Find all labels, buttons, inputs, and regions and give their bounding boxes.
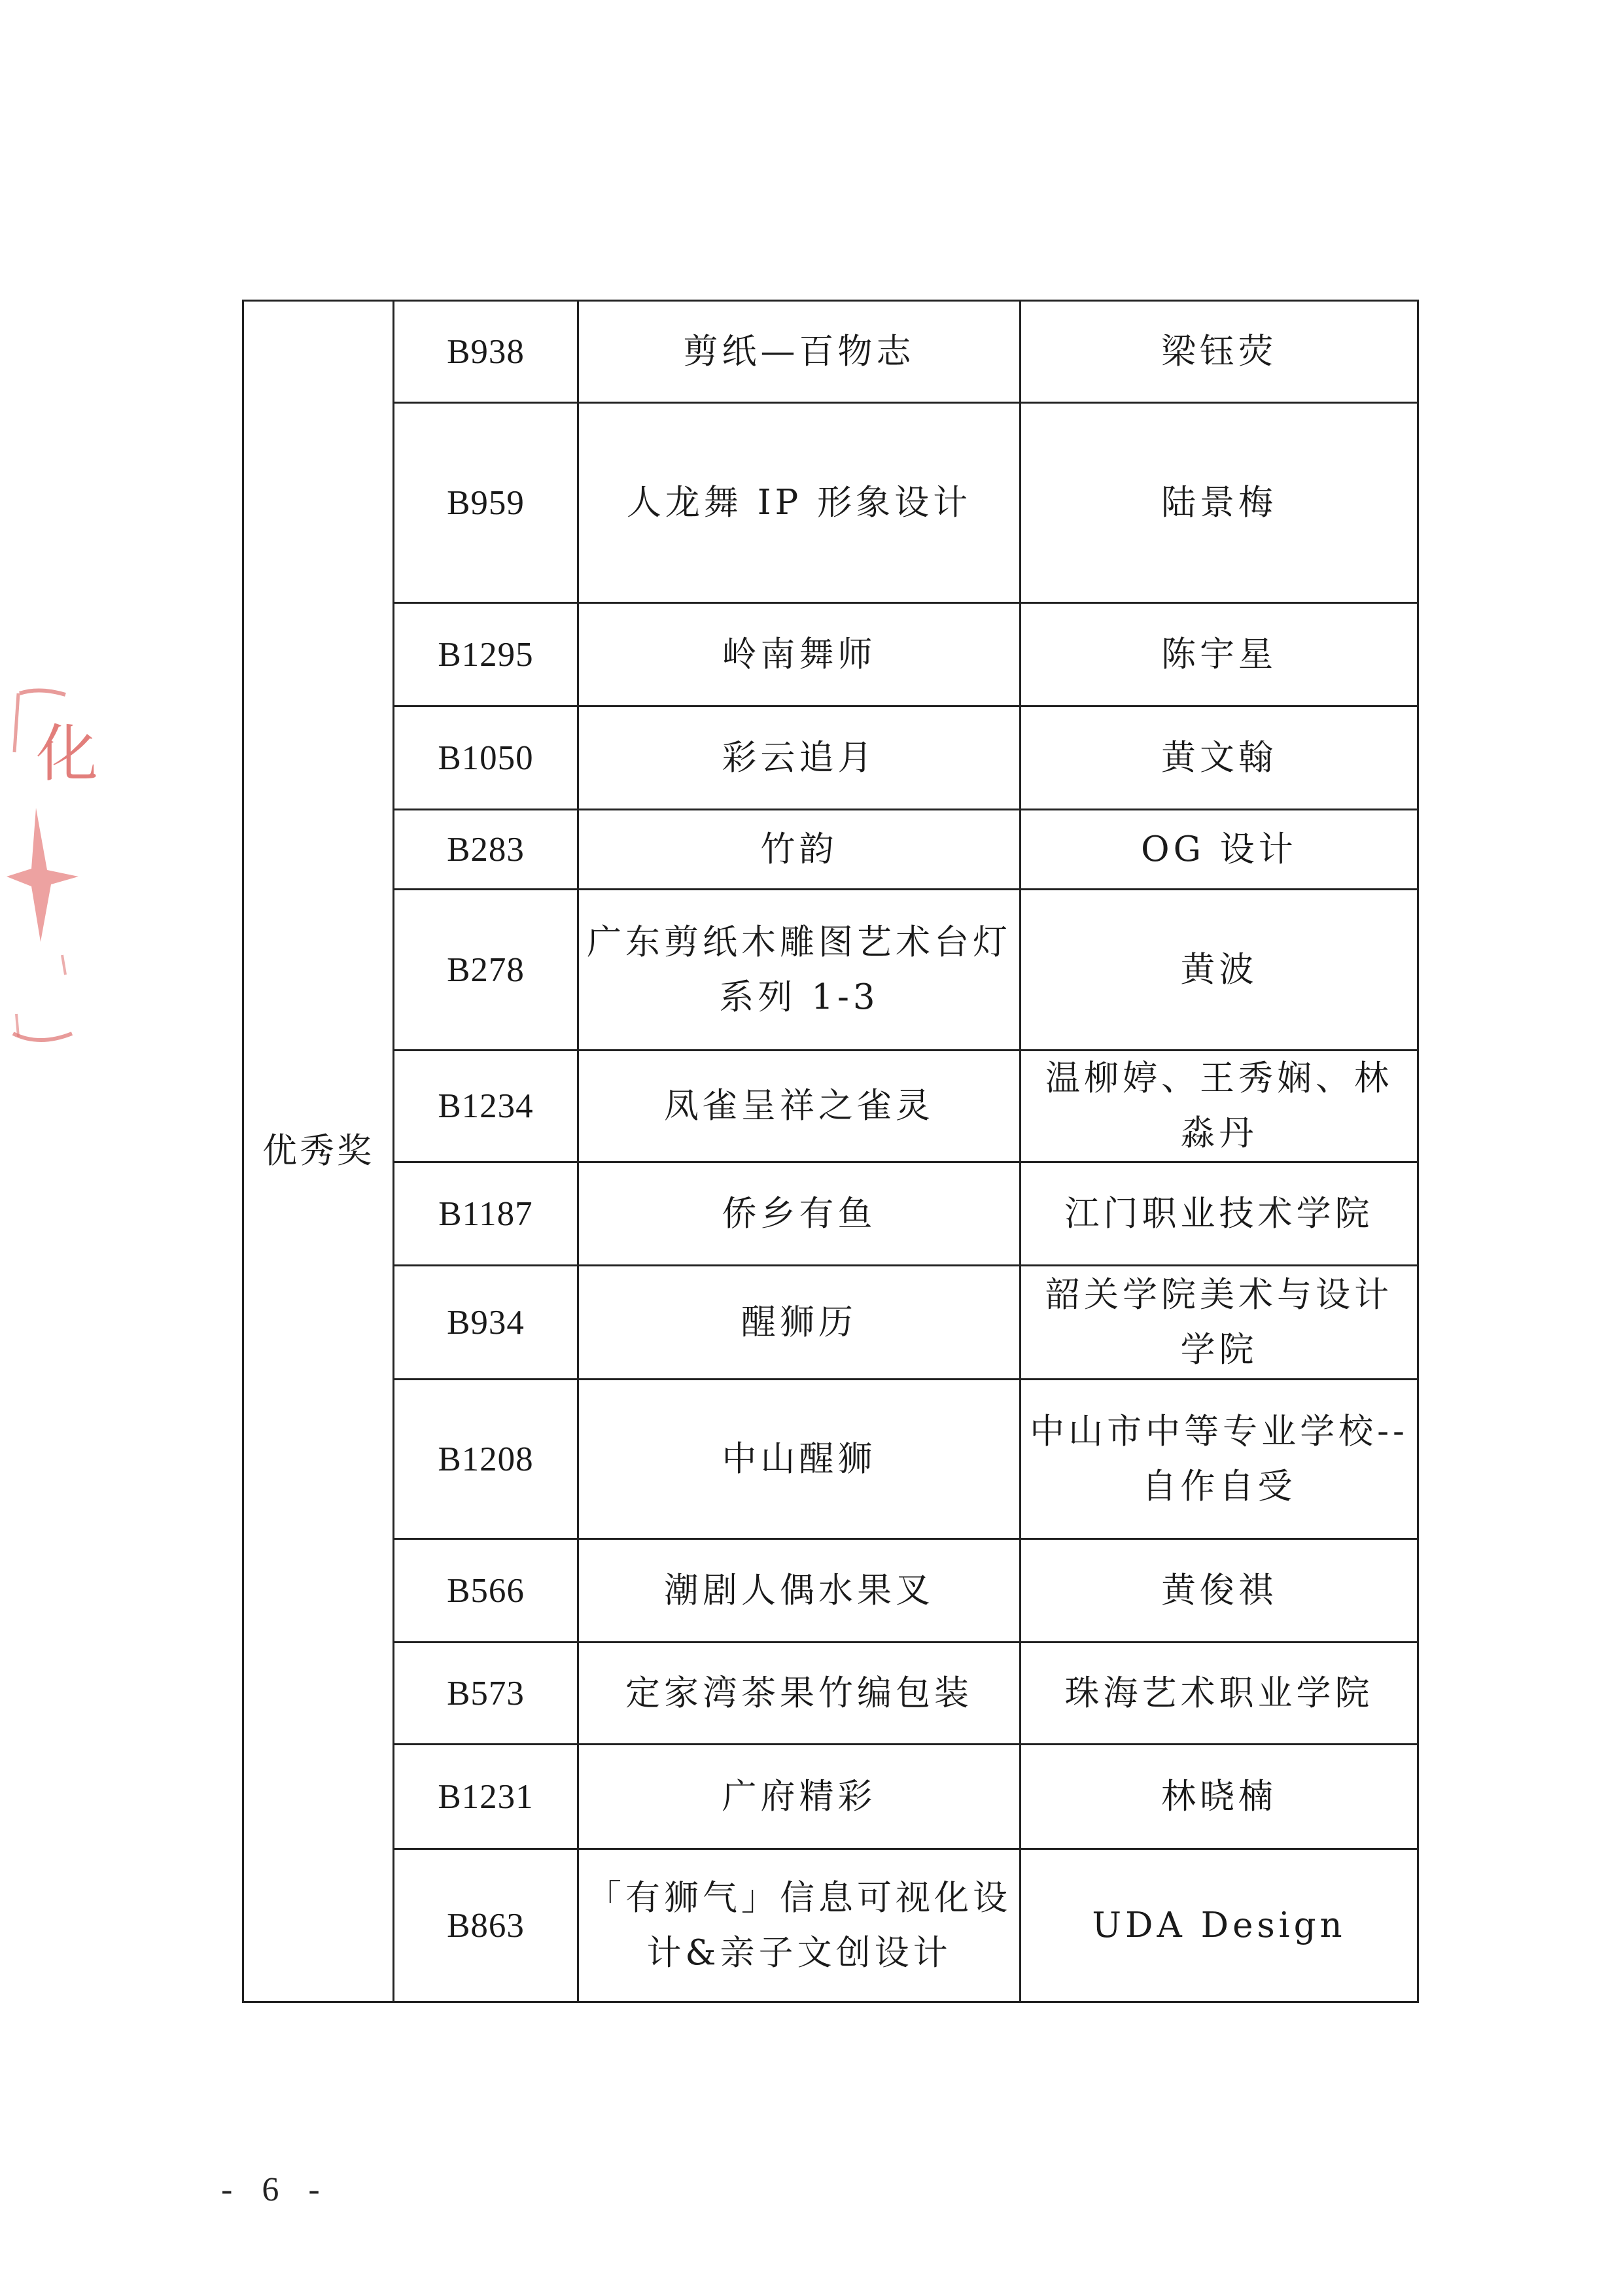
entry-author: UDA Design [1021, 1849, 1418, 2002]
table-row [243, 301, 1418, 403]
table-row [243, 1745, 1418, 1849]
entry-title: 广府精彩 [578, 1745, 1021, 1849]
entry-author: 江门职业技术学院 [1021, 1162, 1418, 1266]
entry-title: 剪纸—百物志 [578, 301, 1021, 403]
table-row [243, 1643, 1418, 1745]
table-row [243, 1380, 1418, 1539]
entry-author: 陆景梅 [1021, 403, 1418, 603]
table-row [243, 603, 1418, 706]
entry-title: 凤雀呈祥之雀灵 [578, 1051, 1021, 1162]
entry-code: B1050 [394, 706, 578, 810]
entry-author: 中山市中等专业学校--自作自受 [1021, 1380, 1418, 1539]
entry-code: B1295 [394, 603, 578, 706]
awards-table [242, 300, 1419, 2003]
entry-code: B278 [394, 890, 578, 1051]
entry-code: B1187 [394, 1162, 578, 1266]
entry-code: B283 [394, 810, 578, 890]
svg-text:化: 化 [36, 718, 98, 790]
table-row [243, 1849, 1418, 2002]
table-row [243, 1051, 1418, 1162]
entry-code: B1231 [394, 1745, 578, 1849]
entry-code: B863 [394, 1849, 578, 2002]
entry-title: 潮剧人偶水果叉 [578, 1539, 1021, 1643]
page-number: - 6 - [221, 2171, 330, 2208]
entry-title: 彩云追月 [578, 706, 1021, 810]
red-seal-stamp-fragment [0, 680, 98, 1060]
table-row [243, 706, 1418, 810]
entry-code: B573 [394, 1643, 578, 1745]
entry-title: 广东剪纸木雕图艺术台灯系列 1-3 [578, 890, 1021, 1051]
entry-author: 珠海艺术职业学院 [1021, 1643, 1418, 1745]
entry-code: B1234 [394, 1051, 578, 1162]
entry-author: 韶关学院美术与设计学院 [1021, 1266, 1418, 1380]
entry-title: 定家湾茶果竹编包装 [578, 1643, 1021, 1745]
entry-title: 「有狮气」信息可视化设计&亲子文创设计 [578, 1849, 1021, 2002]
table-row [243, 1539, 1418, 1643]
table-row [243, 890, 1418, 1051]
entry-author: 黄文翰 [1021, 706, 1418, 810]
entry-author: OG 设计 [1021, 810, 1418, 890]
table-row [243, 1162, 1418, 1266]
entry-title: 竹韵 [578, 810, 1021, 890]
entry-title: 中山醒狮 [578, 1380, 1021, 1539]
entry-title: 醒狮历 [578, 1266, 1021, 1380]
entry-code: B1208 [394, 1380, 578, 1539]
entry-author: 黄波 [1021, 890, 1418, 1051]
entry-title: 人龙舞 IP 形象设计 [578, 403, 1021, 603]
entry-code: B934 [394, 1266, 578, 1380]
entry-title: 岭南舞师 [578, 603, 1021, 706]
table-row [243, 810, 1418, 890]
entry-author: 梁钰荧 [1021, 301, 1418, 403]
entry-title: 侨乡有鱼 [578, 1162, 1021, 1266]
table-row [243, 403, 1418, 603]
entry-code: B938 [394, 301, 578, 403]
entry-author: 陈宇星 [1021, 603, 1418, 706]
award-category-cell: 优秀奖 [243, 301, 394, 2002]
entry-code: B959 [394, 403, 578, 603]
entry-author: 温柳婷、王秀娴、林淼丹 [1021, 1051, 1418, 1162]
entry-author: 黄俊祺 [1021, 1539, 1418, 1643]
table-row [243, 1266, 1418, 1380]
entry-code: B566 [394, 1539, 578, 1643]
entry-author: 林晓楠 [1021, 1745, 1418, 1849]
